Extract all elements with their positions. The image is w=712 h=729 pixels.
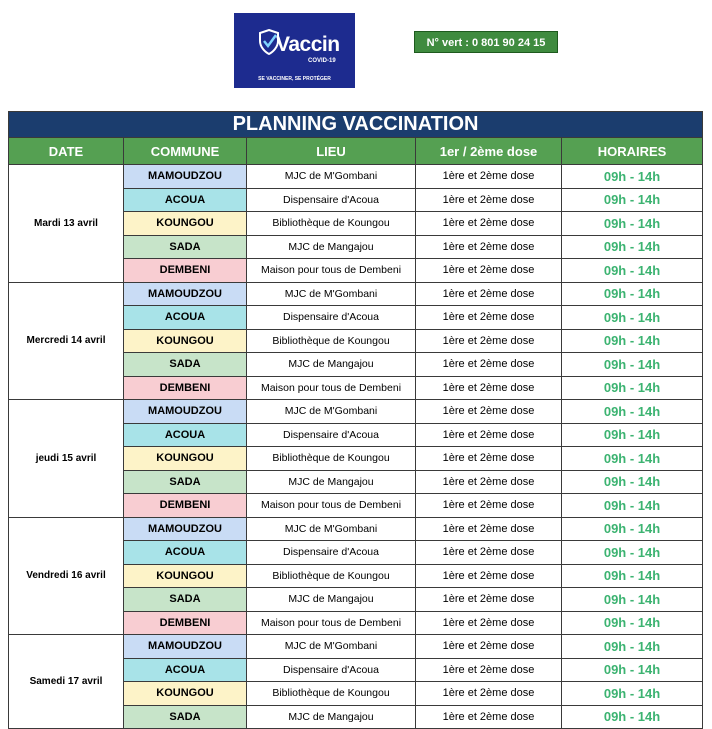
commune-cell: ACOUA: [124, 188, 247, 212]
lieu-cell: Maison pour tous de Dembeni: [247, 376, 416, 400]
horaires-cell: 09h - 14h: [562, 611, 703, 635]
horaires-cell: 09h - 14h: [562, 188, 703, 212]
horaires-cell: 09h - 14h: [562, 705, 703, 729]
horaires-cell: 09h - 14h: [562, 376, 703, 400]
horaires-cell: 09h - 14h: [562, 517, 703, 541]
horaires-cell: 09h - 14h: [562, 165, 703, 189]
table-row: [9, 282, 703, 306]
horaires-cell: 09h - 14h: [562, 282, 703, 306]
commune-cell: MAMOUDZOU: [124, 517, 247, 541]
dose-cell: 1ère et 2ème dose: [416, 165, 562, 189]
commune-cell: ACOUA: [124, 541, 247, 565]
hotline-badge: N° vert : 0 801 90 24 15: [414, 31, 558, 53]
table-title: PLANNING VACCINATION: [9, 112, 703, 138]
lieu-cell: MJC de Mangajou: [247, 353, 416, 377]
horaires-cell: 09h - 14h: [562, 235, 703, 259]
dose-cell: 1ère et 2ème dose: [416, 470, 562, 494]
dose-cell: 1ère et 2ème dose: [416, 423, 562, 447]
lieu-cell: Bibliothèque de Koungou: [247, 682, 416, 706]
commune-cell: MAMOUDZOU: [124, 165, 247, 189]
vaccin-logo: [234, 13, 355, 88]
horaires-cell: 09h - 14h: [562, 259, 703, 283]
commune-cell: ACOUA: [124, 423, 247, 447]
dose-cell: 1ère et 2ème dose: [416, 282, 562, 306]
dose-cell: 1ère et 2ème dose: [416, 611, 562, 635]
commune-cell: SADA: [124, 588, 247, 612]
lieu-cell: MJC de Mangajou: [247, 235, 416, 259]
table-row: [9, 400, 703, 424]
date-cell: Vendredi 16 avril: [9, 517, 124, 635]
header-horaires: HORAIRES: [562, 138, 703, 165]
dose-cell: 1ère et 2ème dose: [416, 400, 562, 424]
logo-sub: COVID-19: [308, 58, 336, 64]
dose-cell: 1ère et 2ème dose: [416, 682, 562, 706]
date-cell: Mardi 13 avril: [9, 165, 124, 283]
dose-cell: 1ère et 2ème dose: [416, 212, 562, 236]
commune-cell: DEMBENI: [124, 611, 247, 635]
dose-cell: 1ère et 2ème dose: [416, 541, 562, 565]
dose-cell: 1ère et 2ème dose: [416, 188, 562, 212]
dose-cell: 1ère et 2ème dose: [416, 517, 562, 541]
table-row: [9, 635, 703, 659]
dose-cell: 1ère et 2ème dose: [416, 447, 562, 471]
header-date: DATE: [9, 138, 124, 165]
dose-cell: 1ère et 2ème dose: [416, 658, 562, 682]
lieu-cell: Dispensaire d'Acoua: [247, 658, 416, 682]
lieu-cell: Bibliothèque de Koungou: [247, 564, 416, 588]
date-cell: jeudi 15 avril: [9, 400, 124, 518]
commune-cell: KOUNGOU: [124, 329, 247, 353]
lieu-cell: Bibliothèque de Koungou: [247, 329, 416, 353]
commune-cell: KOUNGOU: [124, 212, 247, 236]
dose-cell: 1ère et 2ème dose: [416, 259, 562, 283]
dose-cell: 1ère et 2ème dose: [416, 588, 562, 612]
date-cell: Mercredi 14 avril: [9, 282, 124, 400]
lieu-cell: Dispensaire d'Acoua: [247, 541, 416, 565]
dose-cell: 1ère et 2ème dose: [416, 564, 562, 588]
header-dose: 1er / 2ème dose: [416, 138, 562, 165]
horaires-cell: 09h - 14h: [562, 588, 703, 612]
commune-cell: SADA: [124, 470, 247, 494]
dose-cell: 1ère et 2ème dose: [416, 329, 562, 353]
lieu-cell: Maison pour tous de Dembeni: [247, 259, 416, 283]
horaires-cell: 09h - 14h: [562, 212, 703, 236]
horaires-cell: 09h - 14h: [562, 682, 703, 706]
dose-cell: 1ère et 2ème dose: [416, 635, 562, 659]
lieu-cell: Dispensaire d'Acoua: [247, 188, 416, 212]
commune-cell: SADA: [124, 705, 247, 729]
lieu-cell: MJC de Mangajou: [247, 470, 416, 494]
commune-cell: MAMOUDZOU: [124, 400, 247, 424]
lieu-cell: Dispensaire d'Acoua: [247, 423, 416, 447]
header-commune: COMMUNE: [124, 138, 247, 165]
lieu-cell: Maison pour tous de Dembeni: [247, 494, 416, 518]
dose-cell: 1ère et 2ème dose: [416, 376, 562, 400]
header-lieu: LIEU: [247, 138, 416, 165]
commune-cell: MAMOUDZOU: [124, 635, 247, 659]
vaccination-table: [8, 111, 703, 729]
dose-cell: 1ère et 2ème dose: [416, 306, 562, 330]
dose-cell: 1ère et 2ème dose: [416, 235, 562, 259]
commune-cell: ACOUA: [124, 306, 247, 330]
logo-tagline: SE VACCINER, SE PROTÉGER: [258, 76, 331, 82]
commune-cell: MAMOUDZOU: [124, 282, 247, 306]
commune-cell: SADA: [124, 353, 247, 377]
horaires-cell: 09h - 14h: [562, 564, 703, 588]
horaires-cell: 09h - 14h: [562, 353, 703, 377]
lieu-cell: Bibliothèque de Koungou: [247, 212, 416, 236]
table-row: [9, 517, 703, 541]
horaires-cell: 09h - 14h: [562, 400, 703, 424]
commune-cell: KOUNGOU: [124, 447, 247, 471]
dose-cell: 1ère et 2ème dose: [416, 494, 562, 518]
commune-cell: ACOUA: [124, 658, 247, 682]
horaires-cell: 09h - 14h: [562, 494, 703, 518]
lieu-cell: MJC de M'Gombani: [247, 165, 416, 189]
lieu-cell: Dispensaire d'Acoua: [247, 306, 416, 330]
lieu-cell: Maison pour tous de Dembeni: [247, 611, 416, 635]
dose-cell: 1ère et 2ème dose: [416, 353, 562, 377]
horaires-cell: 09h - 14h: [562, 447, 703, 471]
lieu-cell: Bibliothèque de Koungou: [247, 447, 416, 471]
commune-cell: SADA: [124, 235, 247, 259]
lieu-cell: MJC de M'Gombani: [247, 517, 416, 541]
commune-cell: DEMBENI: [124, 376, 247, 400]
lieu-cell: MJC de Mangajou: [247, 588, 416, 612]
horaires-cell: 09h - 14h: [562, 541, 703, 565]
lieu-cell: MJC de M'Gombani: [247, 282, 416, 306]
date-cell: Samedi 17 avril: [9, 635, 124, 729]
logo-brand: Vaccin: [276, 33, 340, 56]
horaires-cell: 09h - 14h: [562, 470, 703, 494]
lieu-cell: MJC de M'Gombani: [247, 635, 416, 659]
horaires-cell: 09h - 14h: [562, 306, 703, 330]
dose-cell: 1ère et 2ème dose: [416, 705, 562, 729]
table-row: [9, 165, 703, 189]
commune-cell: DEMBENI: [124, 259, 247, 283]
commune-cell: KOUNGOU: [124, 564, 247, 588]
horaires-cell: 09h - 14h: [562, 423, 703, 447]
lieu-cell: MJC de M'Gombani: [247, 400, 416, 424]
horaires-cell: 09h - 14h: [562, 635, 703, 659]
horaires-cell: 09h - 14h: [562, 329, 703, 353]
horaires-cell: 09h - 14h: [562, 658, 703, 682]
lieu-cell: MJC de Mangajou: [247, 705, 416, 729]
commune-cell: KOUNGOU: [124, 682, 247, 706]
commune-cell: DEMBENI: [124, 494, 247, 518]
